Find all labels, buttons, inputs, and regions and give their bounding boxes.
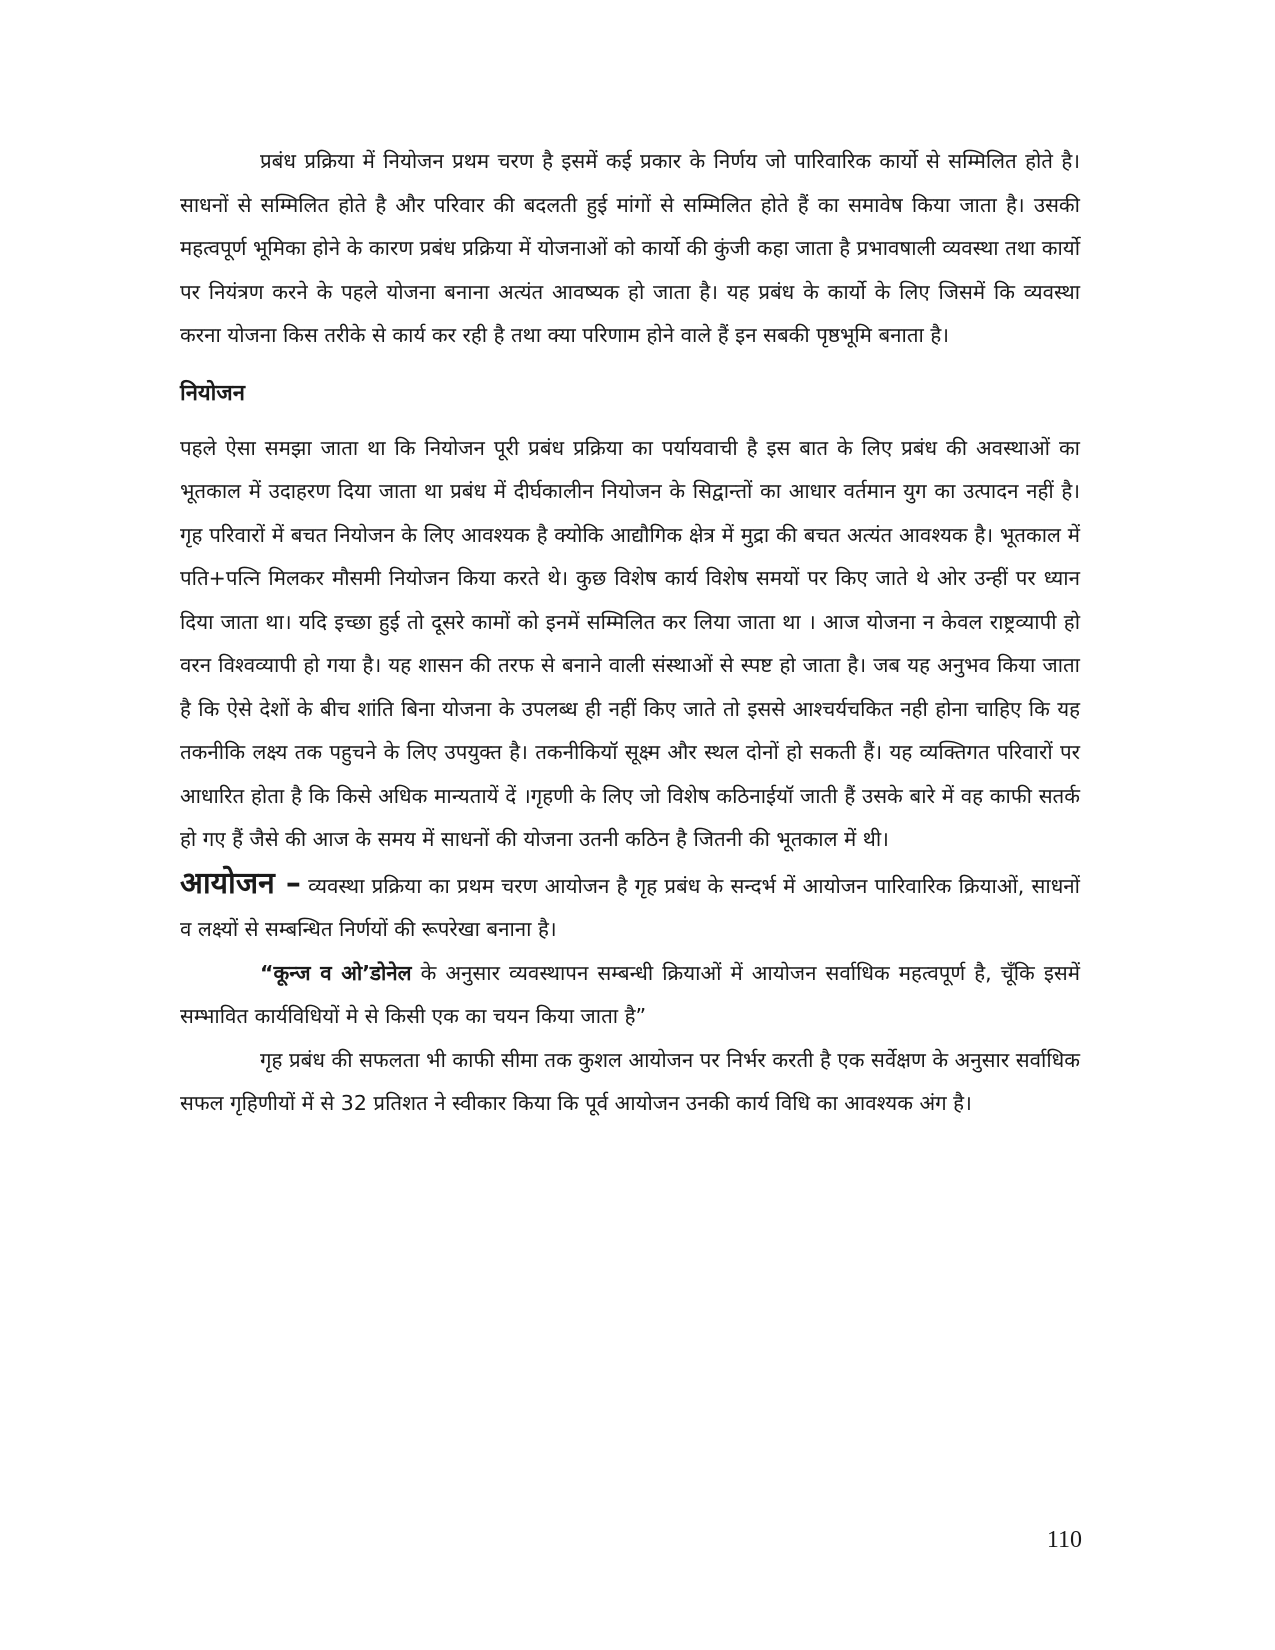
niyojan-paragraph: पहले ऐसा समझा जाता था कि नियोजन पूरी प्रबंध प्रक्रिया का पर्यायवाची है इस बात के लिए प्रबंध की अवस्थाओं का भूतकाल में उदाहरण दिया जाता था प्रबंध में दीर्घकालीन नियोजन के सिद्वान्तों का आधार वर्तमान युग का उत्पादन नहीं है। गृह परिवारों में बचत नियोजन के लिए आवश्यक है क्योकि आद्यौगिक क्षेत्र में मुद्रा की बचत अत्यंत आवश्यक है। भूतकाल में पति+पत्नि मिलकर मौसमी नियोजन किया करते थे। कुछ विशेष कार्य विशेष समयों पर किए जाते थे ओर उन्हीं पर ध्यान दिया जाता था। यदि इच्छा हुई तो दूसरे कामों को इनमें सम्मिलित कर लिया जाता था । आज योजना न केवल राष्ट्रव्यापी हो वरन विश्वव्यापी हो गया है। यह शासन की तरफ से बनाने वाली संस्थाओं से स्पष्ट हो जाता है। जब यह अनुभव किया जाता है कि ऐसे देशों के बीच शांति बिना योजना के उपलब्ध ही नहीं किए जाते तो इससे आश्चर्यचकित नही होना चाहिए कि यह तकनीकि लक्ष्य तक पहुचने के लिए उपयुक्त है। तकनीकियॉ सूक्ष्म और स्थल दोनों हो सकती हैं। यह व्यक्तिगत परिवारों पर आधारित होता है कि किसे अधिक मान्यतायें दें ।गृहणी के लिए जो विशेष कठिनाईयॉ जाती हैं उसके बारे में वह काफी सतर्क हो गए हैं जैसे की आज के समय में साधनों की योजना उतनी कठिन है जितनी की भूतकाल में थी।: [180, 435, 1080, 851]
quote-author: “कून्ज व ओ’डोनेल: [260, 960, 412, 985]
aayojan-term: आयोजन –: [180, 865, 301, 901]
page-number: 110: [1046, 1527, 1082, 1553]
aayojan-paragraph: [180, 862, 1080, 952]
survey-paragraph: गृह प्रबंध की सफलता भी काफी सीमा तक कुशल आयोजन पर निर्भर करती है एक सर्वेक्षण के अनुसार सर्वाधिक सफल गृहिणीयों में से 32 प्रतिशत ने स्वीकार किया कि पूर्व आयोजन उनकी कार्य विधि का आवश्यक अंग है।: [180, 1047, 1080, 1115]
intro-paragraph: प्रबंध प्रक्रिया में नियोजन प्रथम चरण है इसमें कई प्रकार के निर्णय जो पारिवारिक कार्यो से सम्मिलित होते है। साधनों से सम्मिलित होते है और परिवार की बदलती हुई मांगों से सम्मिलित होते हैं का समावेष किया जाता है। उसकी महत्वपूर्ण भूमिका होने के कारण प्रबंध प्रक्रिया में योजनाओं को कार्यो की कुंजी कहा जाता है प्रभावषाली व्यवस्था तथा कार्यो पर नियंत्रण करने के पहले योजना बनाना अत्यंत आवष्यक हो जाता है। यह प्रबंध के कार्यो के लिए जिसमें कि व्यवस्था करना योजना किस तरीके से कार्य कर रही है तथा क्या परिणाम होने वाले हैं इन सबकी पृष्ठभूमि बनाता है।: [180, 149, 1080, 347]
aayojan-definition: व्यवस्था प्रक्रिया का प्रथम चरण आयोजन है गृह प्रबंध के सन्दर्भ में आयोजन पारिवारिक क्रियाओं, साधनों व लक्ष्यों से सम्बन्धित निर्णयों की रूपरेखा बनाना है।: [180, 873, 1080, 941]
niyojan-heading: नियोजन: [180, 380, 245, 406]
quote-text: के अनुसार व्यवस्थापन सम्बन्धी क्रियाओं में आयोजन सर्वाधिक महत्वपूर्ण है, चूँकि इसमें सम्भावित कार्यविधियों मे से किसी एक का चयन किया जाता है”: [180, 960, 1081, 1028]
quote-paragraph: [180, 952, 1080, 1039]
document-page: [180, 140, 1080, 1126]
